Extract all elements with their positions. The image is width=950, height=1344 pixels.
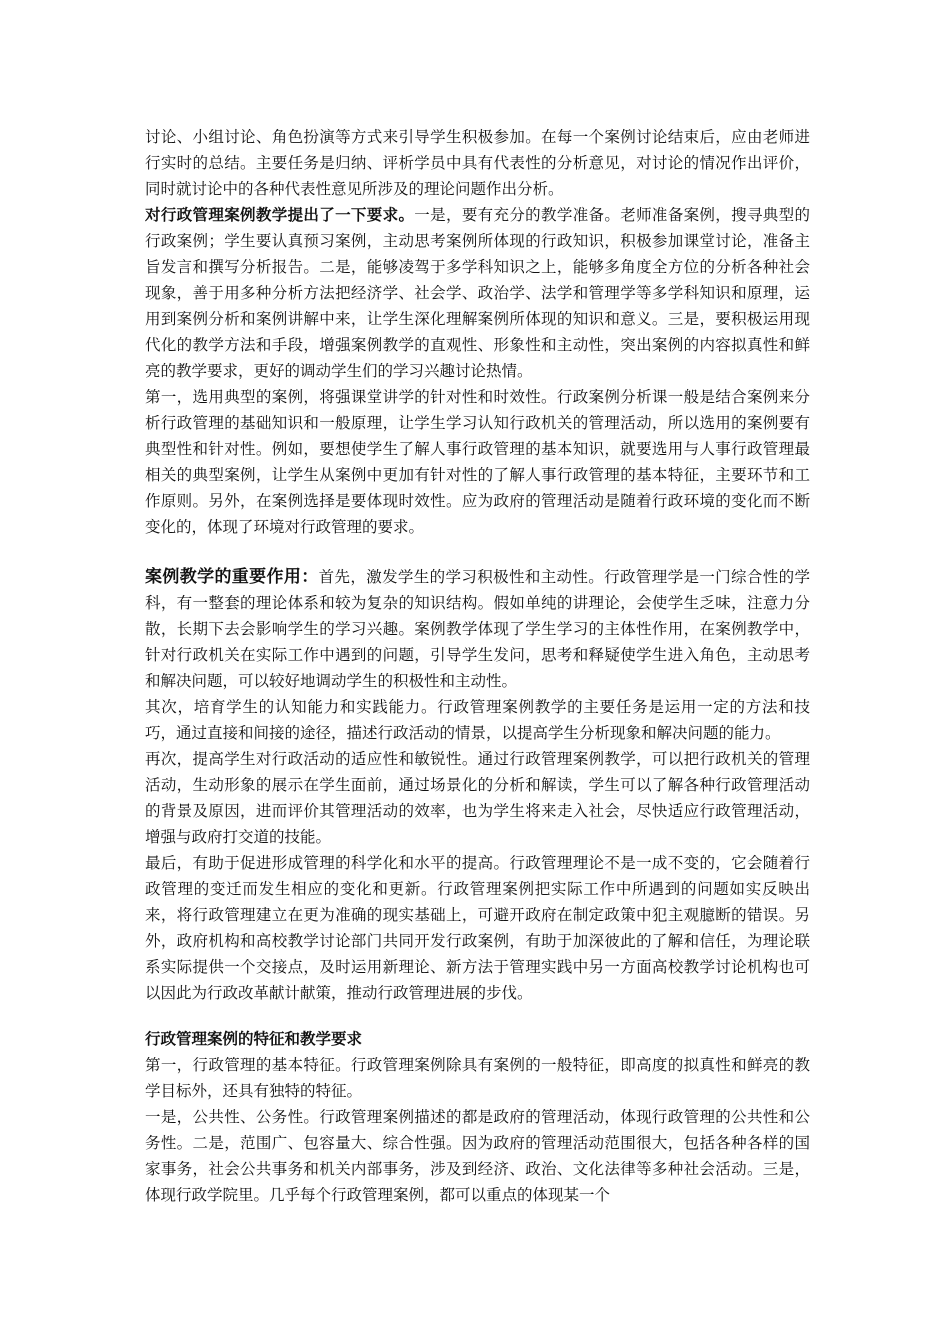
importance-body: 首先，激发学生的学习积极性和主动性。行政管理学是一门综合性的学科，有一整套的理论体系和较为复杂的知识结构。假如单纯的讲理论，会使学生乏味，注意力分散，长期下去会影响学生的学习兴趣。案例教学体现了学生学习的主体性作用，在案例教学中，针对行政机关在实际工作中遇到的问题，引导学生发问，思考和释疑使学生进入角色，主动思考和解决问题，可以较好地调动学生的积极性和主动性。 (145, 568, 810, 690)
document-page (145, 124, 810, 1208)
paragraph-cognitive-ability: 其次，培育学生的认知能力和实践能力。行政管理案例教学的主要任务是运用一定的方法和技巧，通过直接和间接的途径，描述行政活动的情景，以提高学生分析现象和解决问题的能力。 (145, 698, 810, 742)
importance-lead: 案例教学的重要作用： (145, 567, 319, 587)
paragraph-requirements (145, 202, 810, 384)
paragraph-importance (145, 564, 810, 694)
paragraph-gap (145, 1006, 810, 1026)
section-heading: 行政管理案例的特征和教学要求 (145, 1030, 363, 1048)
paragraph-public-nature: 一是，公共性、公务性。行政管理案例描述的都是政府的管理活动，体现行政管理的公共性和公务性。二是，范围广、包容量大、综合性强。因为政府的管理活动范围很大，包括各种各样的国家事务，社会公共事务和机关内部事务，涉及到经济、政治、文化法律等多种社会活动。三是，体现行政学院里。几乎每个行政管理案例，都可以重点的体现某一个 (145, 1108, 810, 1204)
requirements-body: 一是，要有充分的教学准备。老师准备案例，搜寻典型的行政案例；学生要认真预习案例，主动思考案例所体现的行政知识，积极参加课堂讨论，准备主旨发言和撰写分析报告。二是，能够凌驾于多学科知识之上，能够多角度全方位的分析各种社会现象，善于用多种分析方法把经济学、社会学、政治学、法学和管理学等多学科知识和原理，运用到案例分析和案例讲解中来，让学生深化理解案例所体现的知识和意义。三是，要积极运用现代化的教学方法和手段，增强案例教学的直观性、形象性和主动性，突出案例的内容拟真性和鲜亮的教学要求，更好的调动学生们的学习兴趣讨论热情。 (145, 206, 810, 380)
paragraph-scientific-management: 最后，有助于促进形成管理的科学化和水平的提高。行政管理理论不是一成不变的，它会随着行政管理的变迁而发生相应的变化和更新。行政管理案例把实际工作中所遇到的问题如实反映出来，将行政管理建立在更为准确的现实基础上，可避开政府在制定政策中犯主观臆断的错误。另外，政府机构和高校教学讨论部门共同开发行政案例，有助于加深彼此的了解和信任，为理论联系实际提供一个交接点，及时运用新理论、新方法于管理实践中另一方面高校教学讨论机构也可以因此为行政改革献计献策，推动行政管理进展的步伐。 (145, 854, 810, 1002)
paragraph-adaptability: 再次，提高学生对行政活动的适应性和敏锐性。通过行政管理案例教学，可以把行政机关的管理活动，生动形象的展示在学生面前，通过场景化的分析和解读，学生可以了解各种行政管理活动的背景及原因，进而评价其管理活动的效率，也为学生将来走入社会，尽快适应行政管理活动，增强与政府打交道的技能。 (145, 750, 810, 846)
paragraph-gap (145, 540, 810, 564)
paragraph-basic-features: 第一，行政管理的基本特征。行政管理案例除具有案例的一般特征，即高度的拟真性和鲜亮的教学目标外，还具有独特的特征。 (145, 1056, 810, 1100)
requirements-lead: 对行政管理案例教学提出了一下要求。 (145, 206, 415, 224)
paragraph-typical-case: 第一，选用典型的案例，将强课堂讲学的针对性和时效性。行政案例分析课一般是结合案例来分析行政管理的基础知识和一般原理，让学生学习认知行政机关的管理活动，所以选用的案例要有典型性和针对性。例如，要想使学生了解人事行政管理的基本知识，就要选用与人事行政管理最相关的典型案例，让学生从案例中更加有针对性的了解人事行政管理的基本特征，主要环节和工作原则。另外，在案例选择是要体现时效性。应为政府的管理活动是随着行政环境的变化而不断变化的，体现了环境对行政管理的要求。 (145, 388, 810, 536)
paragraph-discussion-summary: 讨论、小组讨论、角色扮演等方式来引导学生积极参加。在每一个案例讨论结束后，应由老师进行实时的总结。主要任务是归纳、评析学员中具有代表性的分析意见，对讨论的情况作出评价，同时就讨论中的各种代表性意见所涉及的理论问题作出分析。 (145, 128, 810, 198)
